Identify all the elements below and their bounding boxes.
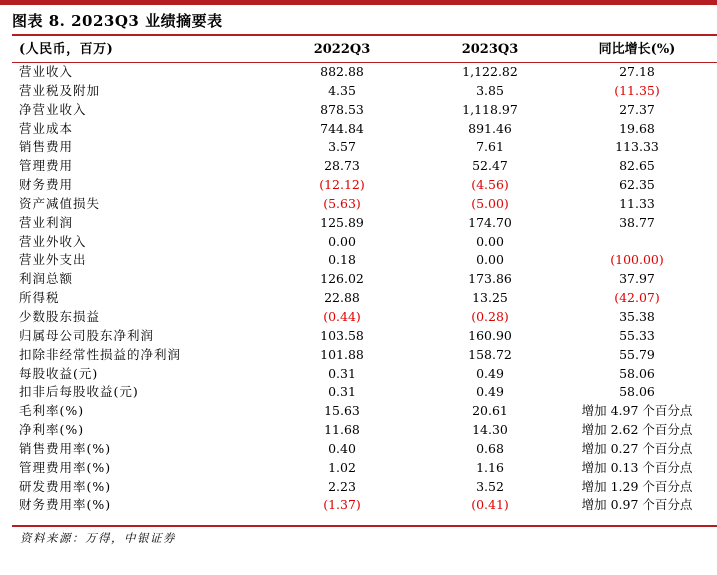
row-label: 营业税及附加 <box>19 82 101 98</box>
value-2022q3: (5.63) <box>323 195 361 211</box>
row-label: 财务费用 <box>19 177 74 193</box>
value-2023q3: 7.61 <box>476 139 504 155</box>
row-label: 营业成本 <box>19 120 74 136</box>
value-2022q3: 15.63 <box>324 403 360 419</box>
value-yoy: (100.00) <box>610 252 664 268</box>
value-2023q3: 1,122.82 <box>462 64 518 79</box>
value-yoy: (11.35) <box>614 82 660 98</box>
value-2023q3: 173.86 <box>468 271 512 287</box>
value-2023q3: 0.68 <box>476 440 504 456</box>
table-row <box>12 402 717 421</box>
value-yoy: 55.79 <box>619 346 655 362</box>
value-2023q3: (4.56) <box>471 177 509 193</box>
value-2022q3: 125.89 <box>320 214 364 230</box>
value-2023q3: 13.25 <box>472 290 508 306</box>
value-2022q3: 126.02 <box>320 271 364 287</box>
value-2022q3: 3.57 <box>328 139 356 155</box>
value-2022q3: 103.58 <box>320 327 364 343</box>
row-label: 净利率(%) <box>19 422 85 438</box>
row-label: 扣非后每股收益(元) <box>19 384 139 400</box>
value-2023q3: 52.47 <box>472 158 508 174</box>
row-label: 归属母公司股东净利润 <box>19 327 155 343</box>
value-2023q3: 3.85 <box>476 82 504 98</box>
value-2022q3: 1.02 <box>328 459 356 475</box>
value-2022q3: 101.88 <box>320 346 364 362</box>
source-note: 资料来源：万得，中银证券 <box>20 531 176 545</box>
row-label: 净营业收入 <box>19 101 87 117</box>
value-yoy: 27.37 <box>619 101 655 117</box>
table-row <box>12 289 717 308</box>
table-row <box>12 496 717 515</box>
value-yoy: 37.97 <box>619 271 655 287</box>
row-label: 少数股东损益 <box>19 308 101 324</box>
value-yoy: 58.06 <box>619 365 655 381</box>
value-2022q3: (12.12) <box>319 177 365 193</box>
value-yoy: 82.65 <box>619 158 655 174</box>
value-2022q3: 28.73 <box>324 158 360 174</box>
value-yoy: 62.35 <box>619 177 655 193</box>
row-label: 管理费用 <box>19 158 74 174</box>
row-label: 资产减值损失 <box>19 195 101 211</box>
value-2022q3: (1.37) <box>323 497 361 513</box>
table-row <box>12 63 717 82</box>
value-yoy: 增加 2.62 个百分点 <box>581 422 693 438</box>
table-row <box>12 176 717 195</box>
value-2023q3: (0.28) <box>471 308 509 324</box>
row-label: 利润总额 <box>19 271 74 287</box>
value-2023q3: 0.49 <box>476 365 504 381</box>
value-yoy: 增加 0.97 个百分点 <box>581 497 693 513</box>
row-label: 管理费用率(%) <box>19 459 112 475</box>
header-col-2022q3: 2022Q3 <box>313 42 371 57</box>
value-2023q3: 3.52 <box>476 478 504 494</box>
value-2023q3: 1.16 <box>476 459 504 475</box>
value-2022q3: 22.88 <box>324 290 360 306</box>
table-header <box>12 37 717 62</box>
value-2023q3: 0.00 <box>476 252 504 268</box>
title-divider <box>12 34 717 36</box>
table-row <box>12 270 717 289</box>
row-label: 每股收益(元) <box>19 365 99 381</box>
top-accent-bar <box>0 0 717 5</box>
value-2022q3: 4.35 <box>328 82 356 98</box>
header-col-2023q3: 2023Q3 <box>461 42 519 57</box>
value-2022q3: 0.40 <box>328 440 356 456</box>
value-2023q3: 0.00 <box>476 233 504 249</box>
row-label: 毛利率(%) <box>19 403 85 419</box>
value-yoy: 35.38 <box>619 308 655 324</box>
row-label: 营业利润 <box>19 214 74 230</box>
table-row <box>12 82 717 101</box>
table-row <box>12 308 717 327</box>
value-yoy: 19.68 <box>619 120 655 136</box>
table-row <box>12 478 717 497</box>
table-row <box>12 440 717 459</box>
row-label: 扣除非经常性损益的净利润 <box>19 346 182 362</box>
value-2022q3: 0.00 <box>328 233 356 249</box>
value-yoy: 增加 4.97 个百分点 <box>581 403 693 419</box>
value-2022q3: 0.31 <box>328 365 356 381</box>
value-2023q3: 20.61 <box>472 403 508 419</box>
value-2022q3: 0.31 <box>328 384 356 400</box>
table-body <box>12 63 717 515</box>
value-2022q3: 882.88 <box>320 64 364 79</box>
row-label: 所得税 <box>19 290 60 306</box>
value-yoy: 113.33 <box>615 139 659 155</box>
value-yoy: 增加 0.13 个百分点 <box>581 459 693 475</box>
value-yoy: 55.33 <box>619 327 655 343</box>
table-bottom-rule <box>12 525 717 527</box>
row-label: 销售费用 <box>19 139 74 155</box>
value-2023q3: 891.46 <box>468 120 512 136</box>
table-row <box>12 233 717 252</box>
value-2022q3: 744.84 <box>320 120 364 136</box>
value-2022q3: 0.18 <box>328 252 356 268</box>
value-2023q3: 0.49 <box>476 384 504 400</box>
row-label: 销售费用率(%) <box>19 440 112 456</box>
value-yoy: 增加 1.29 个百分点 <box>581 478 693 494</box>
table-row <box>12 157 717 176</box>
value-yoy: 58.06 <box>619 384 655 400</box>
table-row <box>12 120 717 139</box>
table-row <box>12 346 717 365</box>
table-row <box>12 327 717 346</box>
table-row <box>12 138 717 157</box>
table-row <box>12 214 717 233</box>
value-yoy: 38.77 <box>619 214 655 230</box>
value-2023q3: (5.00) <box>471 195 509 211</box>
value-2022q3: 2.23 <box>328 478 356 494</box>
row-label: 营业收入 <box>19 64 74 79</box>
value-2022q3: 11.68 <box>324 422 360 438</box>
value-2023q3: 174.70 <box>468 214 512 230</box>
row-label: 营业外收入 <box>19 233 87 249</box>
header-col-yoy: 同比增长(%) <box>598 42 676 57</box>
value-2022q3: (0.44) <box>323 308 361 324</box>
table-row <box>12 195 717 214</box>
value-2023q3: 160.90 <box>468 327 512 343</box>
value-2023q3: 14.30 <box>472 422 508 438</box>
header-unit-label: (人民币，百万) <box>19 42 114 57</box>
value-yoy: 27.18 <box>619 64 655 79</box>
value-2023q3: 1,118.97 <box>462 101 518 117</box>
row-label: 财务费用率(%) <box>19 497 112 513</box>
table-row <box>12 459 717 478</box>
table-row <box>12 383 717 402</box>
value-yoy: 增加 0.27 个百分点 <box>581 440 693 456</box>
value-yoy: 11.33 <box>619 195 655 211</box>
table-title: 图表 8. 2023Q3 业绩摘要表 <box>12 12 223 30</box>
value-2023q3: (0.41) <box>471 497 509 513</box>
row-label: 营业外支出 <box>19 252 87 268</box>
value-yoy: (42.07) <box>614 290 660 306</box>
table-row <box>12 365 717 384</box>
value-2022q3: 878.53 <box>320 101 364 117</box>
table-row <box>12 421 717 440</box>
table-row <box>12 251 717 270</box>
value-2023q3: 158.72 <box>468 346 512 362</box>
row-label: 研发费用率(%) <box>19 478 112 494</box>
table-row <box>12 101 717 120</box>
